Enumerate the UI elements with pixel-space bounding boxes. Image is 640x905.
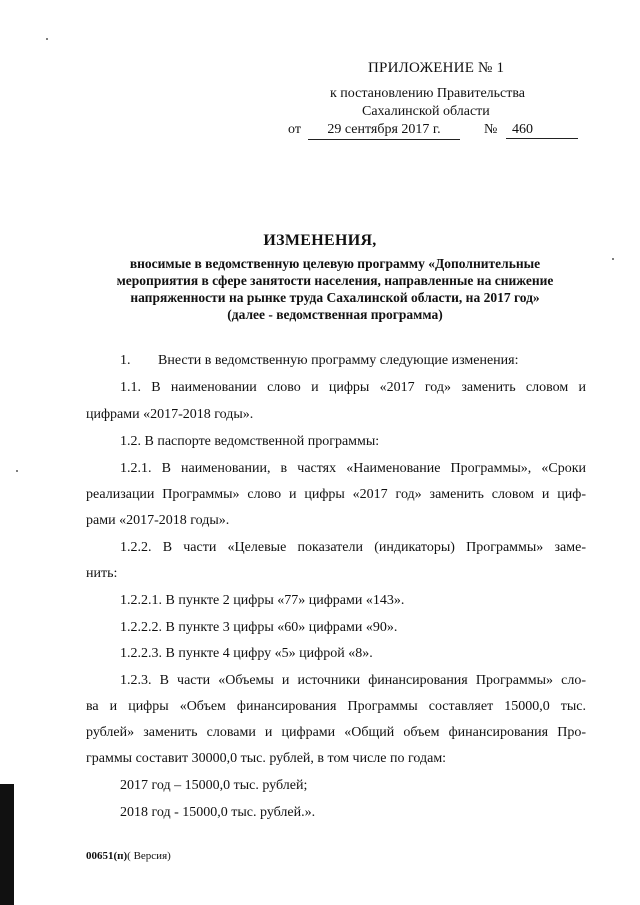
scan-speck bbox=[46, 38, 48, 40]
scan-speck bbox=[16, 470, 18, 472]
scan-edge-shadow bbox=[0, 784, 14, 905]
from-label: от bbox=[288, 122, 301, 137]
document-code-number: 00651(п) bbox=[86, 850, 128, 862]
paragraph-1-2: 1.2. В паспорте ведомственной программы: bbox=[120, 434, 380, 449]
paragraph-1-2-1-line: рами «2017-2018 годы». bbox=[86, 513, 230, 528]
paragraph-1-2-2-1: 1.2.2.1. В пункте 2 цифры «77» цифрами «143». bbox=[120, 593, 405, 608]
resolution-date: 29 сентября 2017 г. bbox=[308, 122, 460, 140]
paragraph-1-1-line: цифрами «2017-2018 годы». bbox=[86, 407, 254, 422]
document-title: ИЗМЕНЕНИЯ, bbox=[263, 232, 377, 249]
subtitle-line: напряженности на рынке труда Сахалинской области, на 2017 год» bbox=[130, 290, 540, 305]
paragraph-1 bbox=[120, 353, 519, 369]
paragraph-text: Внести в ведомственную программу следующие изменения: bbox=[158, 353, 519, 368]
document-code bbox=[86, 850, 171, 862]
paragraph-1-2-2-2: 1.2.2.2. В пункте 3 цифры «60» цифрами «90». bbox=[120, 620, 398, 635]
resolution-region: Сахалинской области bbox=[362, 104, 490, 119]
funding-2017: 2017 год – 15000,0 тыс. рублей; bbox=[120, 778, 308, 793]
funding-2018: 2018 год - 15000,0 тыс. рублей.». bbox=[120, 805, 316, 820]
document-subtitle bbox=[100, 255, 570, 323]
resolution-number: 460 bbox=[506, 122, 578, 139]
paragraph-1-2-1-line: реализации Программы» слово и цифры «2017 год» заменить словом и циф- bbox=[86, 487, 586, 502]
subtitle-line: мероприятия в сфере занятости населения, направленные на снижение bbox=[116, 273, 554, 288]
resolution-reference: к постановлению Правительства bbox=[330, 86, 526, 101]
paragraph-1-2-2-line: 1.2.2. В части «Целевые показатели (индикаторы) Программы» заме- bbox=[120, 540, 586, 555]
paragraph-1-1-line: 1.1. В наименовании слово и цифры «2017 год» заменить словом и bbox=[120, 380, 586, 395]
paragraph-1-2-2-line: нить: bbox=[86, 566, 118, 581]
resolution-date-row bbox=[288, 122, 588, 142]
paragraph-1-2-3-line: рублей» заменить словами и цифрами «Общий объем финансирования Про- bbox=[86, 725, 586, 740]
paragraph-number: 1. bbox=[120, 353, 131, 368]
subtitle-line: вносимые в ведомственную целевую программу «Дополнительные bbox=[129, 256, 541, 271]
scan-speck bbox=[612, 258, 614, 260]
paragraph-1-2-3-line: ва и цифры «Объем финансирования Программы составляет 15000,0 тыс. bbox=[86, 699, 586, 714]
paragraph-1-2-3-line: граммы составит 30000,0 тыс. рублей, в том числе по годам: bbox=[86, 751, 447, 766]
subtitle-line: (далее - ведомственная программа) bbox=[227, 307, 443, 322]
number-label: № bbox=[484, 122, 498, 137]
paragraph-1-2-1-line: 1.2.1. В наименовании, в частях «Наименование Программы», «Сроки bbox=[120, 461, 586, 476]
appendix-title: ПРИЛОЖЕНИЕ № 1 bbox=[368, 60, 505, 76]
paragraph-1-2-3-line: 1.2.3. В части «Объемы и источники финансирования Программы» сло- bbox=[120, 673, 586, 688]
paragraph-1-2-2-3: 1.2.2.3. В пункте 4 цифру «5» цифрой «8». bbox=[120, 646, 373, 661]
document-version: ( Версия) bbox=[127, 850, 171, 862]
